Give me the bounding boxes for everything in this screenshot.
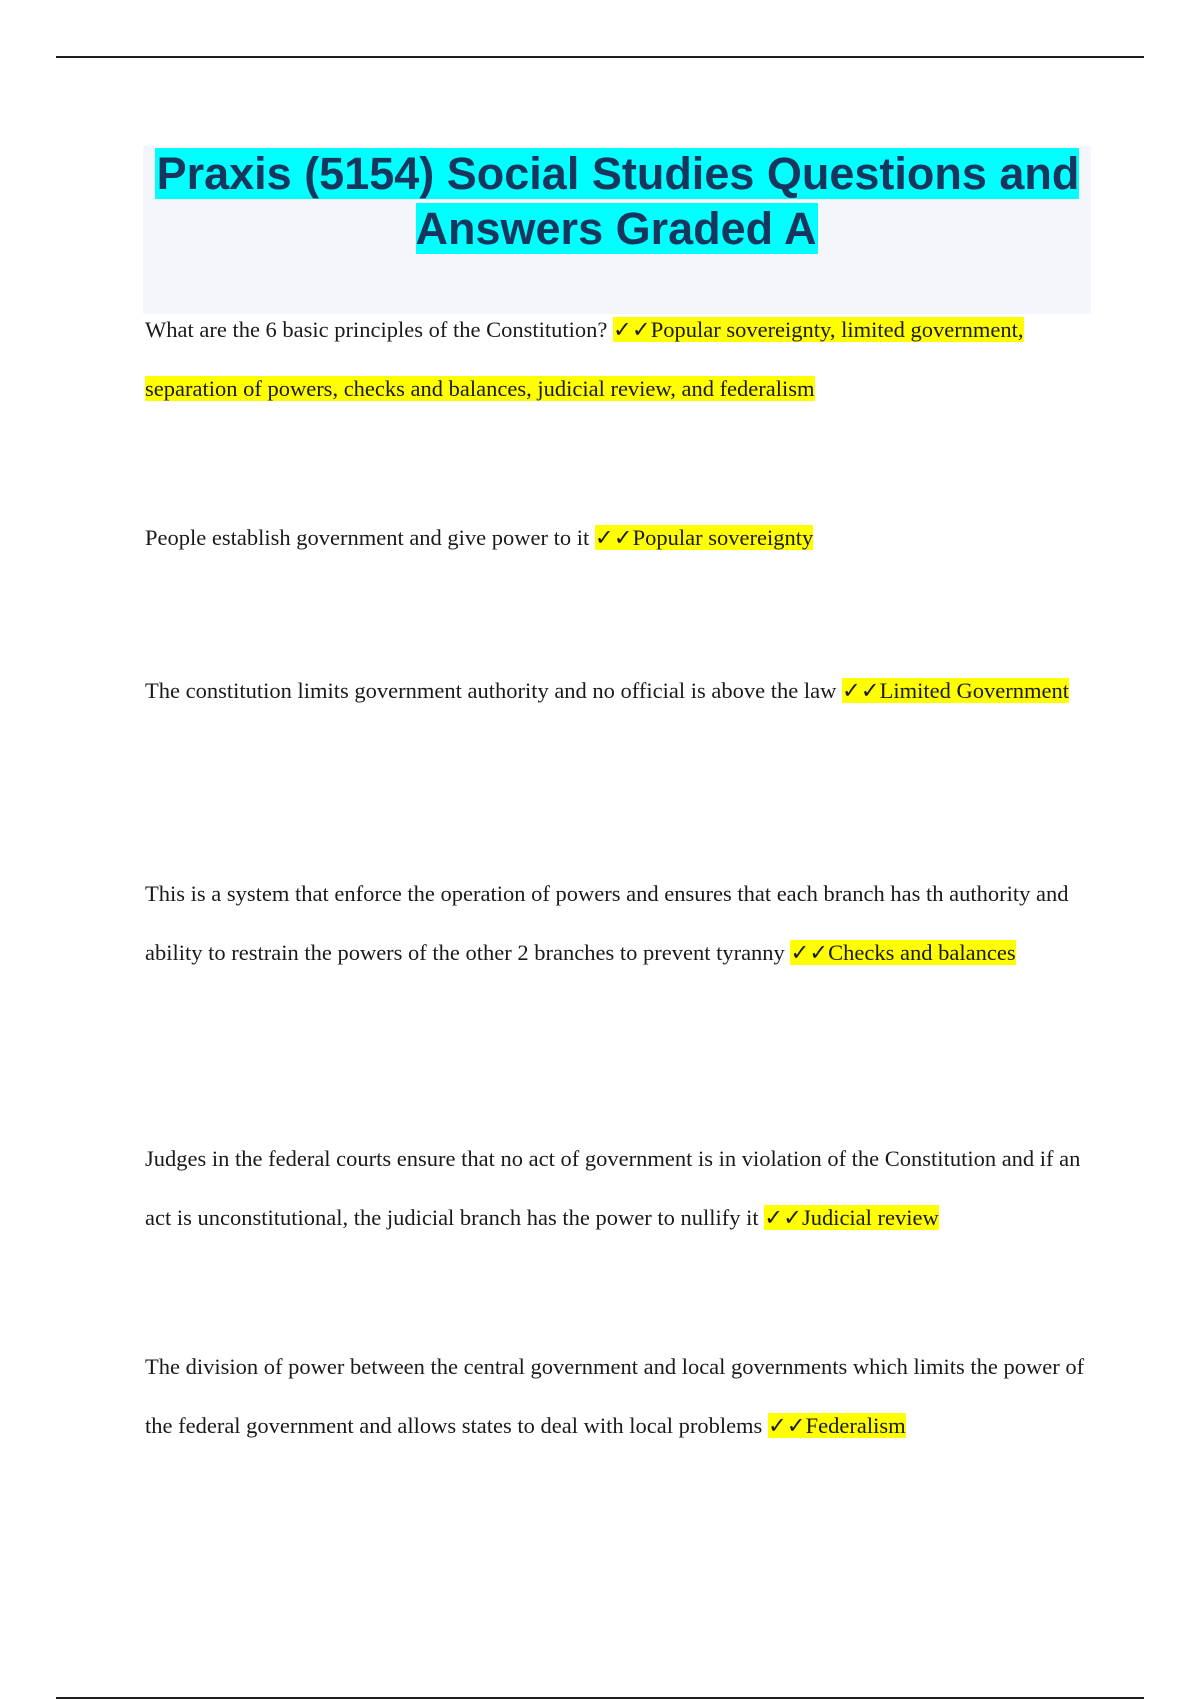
bottom-rule xyxy=(56,1697,1144,1699)
qa-item xyxy=(145,1337,1095,1455)
question-text: The constitution limits government authority and no official is above the law xyxy=(145,678,842,703)
qa-item xyxy=(145,1129,1095,1247)
qa-item xyxy=(145,508,1095,567)
answer-text: ✓✓Judicial review xyxy=(764,1205,939,1230)
question-text: This is a system that enforce the operation of powers and ensures that each branch has th authority and ability to restrain the powers of the other 2 branches to prevent tyranny xyxy=(145,881,1069,965)
question-text: Judges in the federal courts ensure that no act of government is in violation of the Constitution and if an act is unconstitutional, the judicial branch has the power to nullify it xyxy=(145,1146,1081,1230)
question-text: What are the 6 basic principles of the Constitution? xyxy=(145,317,613,342)
page-title-text: Praxis (5154) Social Studies Questions and Answers Graded A xyxy=(156,148,1080,254)
question-text: The division of power between the central government and local governments which limits the power of the federal government and allows states to deal with local problems xyxy=(145,1354,1085,1438)
answer-text: ✓✓Limited Government xyxy=(841,678,1069,703)
top-rule xyxy=(56,56,1144,58)
qa-item xyxy=(145,864,1095,982)
page-title xyxy=(143,146,1091,256)
answer-text: ✓✓Checks and balances xyxy=(790,940,1016,965)
title-block xyxy=(143,146,1091,314)
answer-text: ✓✓Federalism xyxy=(767,1413,906,1438)
qa-item xyxy=(145,300,1095,418)
answer-text: ✓✓Popular sovereignty xyxy=(594,525,814,550)
question-text: People establish government and give power to it xyxy=(145,525,595,550)
answer-text: ✓✓Popular sovereignty, limited government, separation of powers, checks and balances, judicial review, and federalism xyxy=(145,317,1024,401)
qa-item xyxy=(145,661,1095,720)
